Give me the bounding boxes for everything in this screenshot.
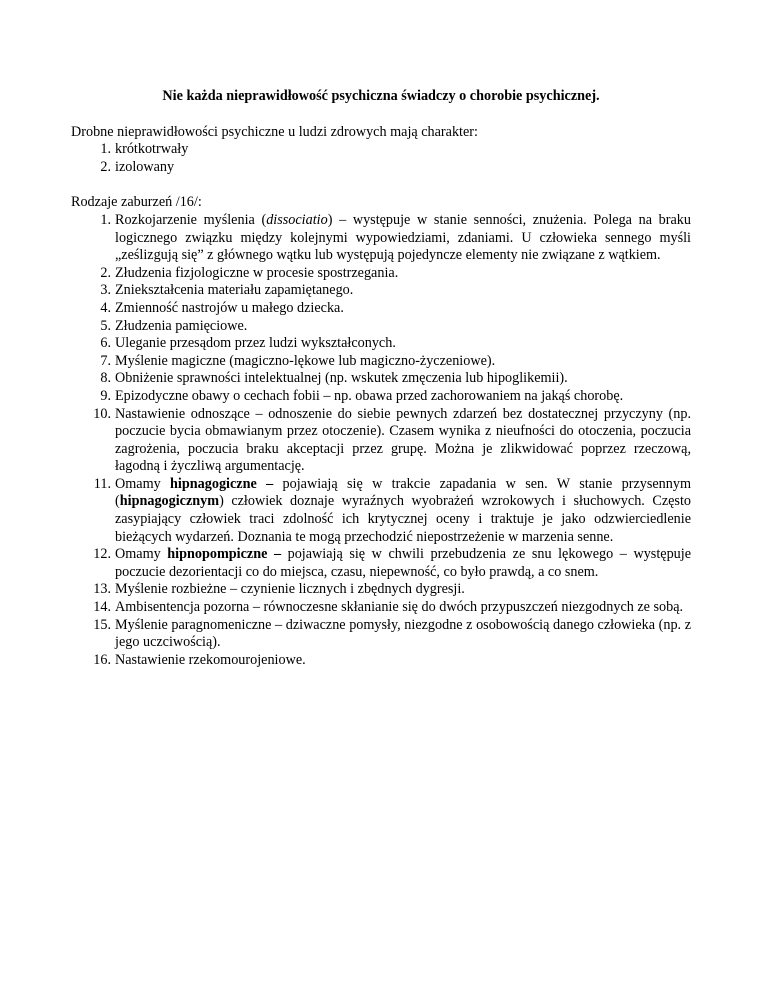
- list-item-text: Złudzenia pamięciowe.: [115, 317, 248, 334]
- list-number: 2.: [100, 264, 111, 281]
- list-item-text: Nastawienie odnoszące – odnoszenie do siebie pewnych zdarzeń bez dostatecznej przyczyny (np. poczucie bycia obmawianym przez otoczenie). Czasem wynika z nieufności do otoczenia, poczucia zagrożenia, poczucia braku akceptacji przez grupę. Można je zlikwidować poprzez rzeczową, łagodną i życzliwą argumentację.: [115, 405, 691, 475]
- list-item: [71, 335, 691, 353]
- list-item: [71, 300, 691, 318]
- list-number: 4.: [100, 299, 111, 316]
- list-item-text: Rozkojarzenie myślenia (dissociatio) – występuje w stanie senności, znużenia. Polega na braku logicznego związku między kolejnymi wypowiedziami, zdaniami. U człowieka sennego myśli „ześlizgują się” z głównego wątku lub występują pojedyncze elementy nie związane z wątkiem.: [115, 211, 691, 264]
- list-item-text: Obniżenie sprawności intelektualnej (np. wskutek zmęczenia lub hipoglikemii).: [115, 370, 568, 387]
- spacer: [71, 176, 691, 194]
- list-item: [71, 370, 691, 388]
- list-number: 14.: [93, 599, 111, 616]
- list-number: 5.: [100, 317, 111, 334]
- list-number: 3.: [100, 282, 111, 299]
- list-item-text: Zmienność nastrojów u małego dziecka.: [115, 299, 344, 316]
- list-item: [71, 212, 691, 265]
- character-list: [71, 141, 691, 176]
- list-number: 1.: [100, 211, 111, 228]
- list-item: [71, 581, 691, 599]
- list-item-text: Złudzenia fizjologiczne w procesie spostrzegania.: [115, 264, 399, 281]
- intro-paragraph: Drobne nieprawidłowości psychiczne u ludzi zdrowych mają charakter:: [71, 123, 478, 140]
- list-item: [71, 141, 691, 159]
- list-item: [71, 318, 691, 336]
- list-item-text: Zniekształcenia materiału zapamiętanego.: [115, 282, 354, 299]
- list-item: [71, 388, 691, 406]
- list-item: [71, 652, 691, 670]
- bold-term: hipnagogiczne –: [170, 475, 274, 492]
- list-item: [71, 159, 691, 177]
- list-number: 6.: [100, 335, 111, 352]
- list-item-text: Myślenie magiczne (magiczno-lękowe lub magiczno-życzeniowe).: [115, 352, 496, 369]
- list-number: 16.: [93, 651, 111, 668]
- list-item-text: izolowany: [115, 158, 175, 175]
- list-number: 1.: [100, 141, 111, 158]
- list-number: 12.: [93, 546, 111, 563]
- list-item-text: Epizodyczne obawy o cechach fobii – np. obawa przed zachorowaniem na jakąś chorobę.: [115, 387, 624, 404]
- list-number: 8.: [100, 370, 111, 387]
- list-item-text: Nastawienie rzekomourojeniowe.: [115, 651, 306, 668]
- list-item-text: krótkotrwały: [115, 141, 189, 158]
- bold-term: hipnopompiczne –: [167, 546, 282, 563]
- list-number: 15.: [93, 616, 111, 633]
- document-page: [71, 88, 691, 669]
- list-item: [71, 617, 691, 652]
- types-list: [71, 212, 691, 669]
- list-item-text: Uleganie przesądom przez ludzi wykształconych.: [115, 335, 396, 352]
- list-number: 7.: [100, 352, 111, 369]
- list-number: 13.: [93, 581, 111, 598]
- list-item: [71, 353, 691, 371]
- document-title: Nie każda nieprawidłowość psychiczna świadczy o chorobie psychicznej.: [162, 88, 600, 104]
- list-number: 2.: [100, 158, 111, 175]
- list-item-text: Myślenie rozbieżne – czynienie licznych i zbędnych dygresji.: [115, 581, 465, 598]
- list-item-text: Omamy hipnagogiczne – pojawiają się w trakcie zapadania w sen. W stanie przysennym (hipnagogicznym) człowiek doznaje wyraźnych wyobrażeń wzrokowych i słuchowych. Często zasypiający człowiek traci zdolność ich krytycznej oceny i traktuje je jako odzwierciedlenie bieżących wydarzeń. Doznania te mogą przechodzić niepostrzeżenie w marzenia senne.: [115, 475, 691, 545]
- list-number: 9.: [100, 387, 111, 404]
- list-item: [71, 406, 691, 476]
- list-number: 10.: [93, 405, 111, 422]
- italic-term: dissociatio: [266, 211, 328, 228]
- list-item: [71, 476, 691, 546]
- types-heading: Rodzaje zaburzeń /16/:: [71, 194, 202, 211]
- list-item: [71, 546, 691, 581]
- list-item-text: Myślenie paragnomeniczne – dziwaczne pomysły, niezgodne z osobowością danego człowieka (np. z jego uczciwością).: [115, 616, 691, 651]
- list-number: 11.: [93, 475, 111, 492]
- list-item: [71, 282, 691, 300]
- bold-term: hipnagogicznym: [119, 493, 220, 510]
- list-item: [71, 599, 691, 617]
- list-item: [71, 265, 691, 283]
- list-item-text: Omamy hipnopompiczne – pojawiają się w chwili przebudzenia ze snu lękowego – występuje poczucie dezorientacji co do miejsca, czasu, niepewność, co było prawdą, a co snem.: [115, 546, 691, 580]
- list-item-text: Ambisentencja pozorna – równoczesne skłanianie się do dwóch przypuszczeń niezgodnych ze sobą.: [115, 599, 684, 616]
